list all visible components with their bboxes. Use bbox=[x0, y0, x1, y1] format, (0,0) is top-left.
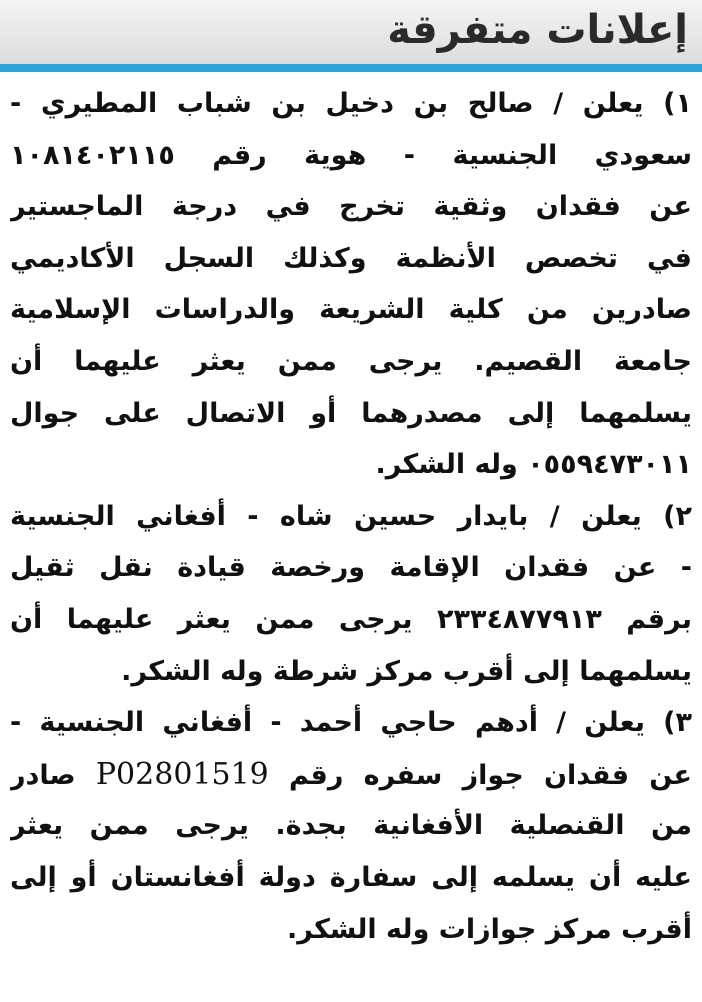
notice-1-line: صادرين من كلية الشريعة والدراسات الإسلامية bbox=[10, 294, 692, 326]
notice-1-line: في تخصص الأنظمة وكذلك السجل الأكاديمي bbox=[10, 242, 692, 274]
notice-2-line: برقم ٢٣٣٤٨٧٧٩١٣ يرجى ممن يعثر عليهما أن bbox=[10, 603, 692, 635]
notice-1-line: جامعة القصيم. يرجى ممن يعثر عليهما أن bbox=[10, 345, 692, 377]
notices-column bbox=[10, 78, 692, 955]
notice-2-line: - عن فقدان الإقامة ورخصة قيادة نقل ثقيل bbox=[10, 552, 692, 584]
notice-3-issued-label: صادر bbox=[10, 759, 76, 791]
notice-1 bbox=[10, 78, 692, 491]
notice-1-line: ١) يعلن / صالح بن دخيل بن شباب المطيري - bbox=[10, 88, 692, 119]
notice-3 bbox=[10, 697, 692, 955]
notice-3-line: من القنصلية الأفغانية بجدة. يرجى ممن يعثر bbox=[10, 810, 692, 842]
notice-3-line-passport bbox=[10, 749, 692, 801]
notice-3-text: عن فقدان جواز سفره رقم bbox=[289, 759, 692, 791]
notice-3-line: ٣) يعلن / أدهم حاجي أحمد - أفغاني الجنسية - bbox=[10, 707, 692, 739]
section-header bbox=[0, 0, 702, 64]
notice-1-line: سعودي الجنسية - هوية رقم ١٠٨١٤٠٢١١٥ bbox=[10, 139, 692, 171]
notice-1-line: ٠٥٥٩٤٧٣٠١١ وله الشكر. bbox=[375, 449, 692, 481]
notice-1-line: يسلمهما إلى مصدرهما أو الاتصال على جوال bbox=[10, 397, 692, 429]
notice-1-line: عن فقدان وثقية تخرج في درجة الماجستير bbox=[10, 191, 692, 223]
notice-3-line: عليه أن يسلمه إلى سفارة دولة أفغانستان أو إلى bbox=[10, 861, 692, 893]
notice-2-line: ٢) يعلن / بايدار حسين شاه - أفغاني الجنسية bbox=[10, 500, 692, 532]
notice-2-line: يسلمهما إلى أقرب مركز شرطة وله الشكر. bbox=[121, 655, 692, 687]
section-title: إعلانات متفرقة bbox=[387, 7, 688, 53]
notice-3-line: أقرب مركز جوازات وله الشكر. bbox=[287, 913, 692, 945]
notice-2 bbox=[10, 491, 692, 697]
passport-number: P02801519 bbox=[95, 756, 269, 792]
header-accent-rule bbox=[0, 64, 702, 72]
